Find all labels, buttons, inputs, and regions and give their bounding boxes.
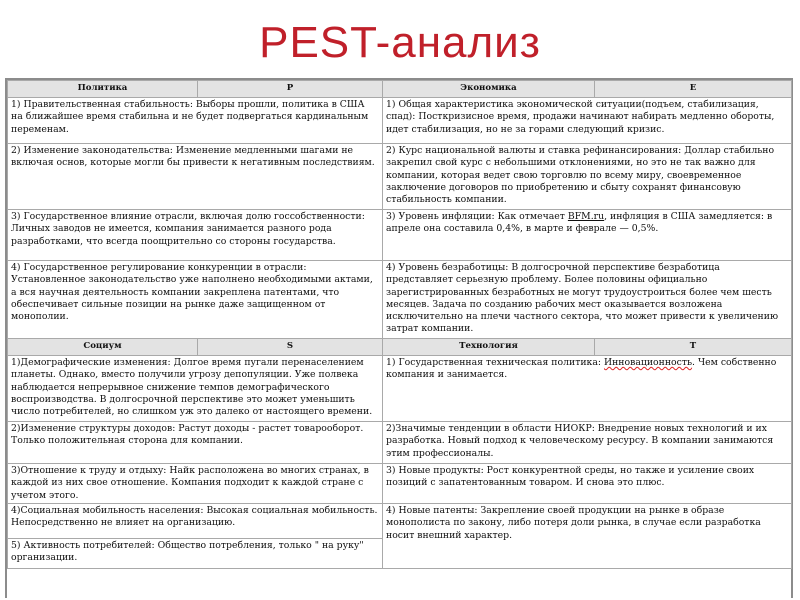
economy-cell-3 — [383, 210, 792, 261]
society-cell-3: 3)Отношение к труду и отдыху: Найк расположена во многих странах, в каждой из них свое отношение. Компания подходит к каждой стране с учетом этого. — [8, 464, 383, 504]
header-economy: Экономика — [383, 81, 595, 98]
table-row — [8, 504, 792, 539]
technology-cell-2: 2)Значимые тенденции в области НИОКР: Внедрение новых технологий и их разработка. Новый подход к человеческому ресурсу. В компании занимаются этим профессионалы. — [383, 422, 792, 464]
economy-cell-2: 2) Курс национальной валюты и ставка рефинансирования: Доллар стабильно закрепил свой курс с небольшими отклонениями, но это не так важно для компании, которая ведет свою торговлю по всему миру, своевременное заключение договоров по приобретению и сбыту сохранят финансовую стабильность компании. — [383, 144, 792, 210]
table-row — [8, 144, 792, 210]
table-row — [8, 210, 792, 261]
header-row-top — [8, 81, 792, 98]
table-row — [8, 464, 792, 504]
pest-table-sheet — [5, 78, 793, 598]
header-e: E — [595, 81, 792, 98]
economy-cell-1: 1) Общая характеристика экономической ситуации(подъем, стабилизация, спад): Посткризисное время, продажи начинают набирать медленно обороты, идет стабилизация, но не за горами следующий кризис. — [383, 98, 792, 144]
politics-cell-1: 1) Правительственная стабильность: Выборы прошли, политика в США на ближайшее время стабильна и не будет подвергаться кардинальным переменам. — [8, 98, 383, 144]
table-row — [8, 422, 792, 464]
society-cell-1: 1)Демографические изменения: Долгое время пугали перенаселением планеты. Однако, вместо получили угрозу депопуляции. Уже полвека наблюдается непрерывное снижение темпов демографического воспроизводства. В долгосрочной перспективе это может уменьшить число потребителей, но слишком уж это далеко от настоящего времени. — [8, 356, 383, 422]
politics-cell-2: 2) Изменение законодательства: Изменение медленными шагами не включая основ, которые могли бы привести к негативным последствиям. — [8, 144, 383, 210]
technology-cell-1-prefix: 1) Государственная техническая политика: — [386, 357, 604, 368]
pest-table — [7, 80, 792, 569]
slide-title: PEST-анализ — [259, 18, 541, 67]
technology-cell-4: 4) Новые патенты: Закрепление своей продукции на рынке в образе монополиста по закону, либо потеря доли рынка, в случае если разработка носит внешний характер. — [383, 504, 792, 569]
politics-cell-4: 4) Государственное регулирование конкуренции в отрасли: Установленное законодательство уже наполнено необходимыми актами, а вся научная деятельность компании закреплена патентами, что обеспечивает сильные позиции на рынке даже защищенном от монополии. — [8, 261, 383, 339]
header-p: P — [198, 81, 383, 98]
header-t: T — [595, 339, 792, 356]
technology-cell-1 — [383, 356, 792, 422]
economy-cell-3-prefix: 3) Уровень инфляции: Как отмечает — [386, 211, 568, 222]
header-technology: Технология — [383, 339, 595, 356]
society-cell-2: 2)Изменение структуры доходов: Растут доходы - растет товарооборот. Только положительная сторона для компании. — [8, 422, 383, 464]
economy-cell-3-suffix: , инфляция в США замедляется: в апреле она составила 0,4%, в марте и феврале — 0,5%. — [386, 211, 773, 235]
bfm-link[interactable]: BFM.ru — [567, 211, 605, 222]
header-politics: Политика — [8, 81, 198, 98]
society-cell-4: 4)Социальная мобильность населения: Высокая социальная мобильность. Непосредственно не влияет на организацию. — [8, 504, 383, 539]
society-cell-5: 5) Активность потребителей: Общество потребления, только " на руку" организации. — [8, 539, 383, 569]
table-row — [8, 261, 792, 339]
table-row — [8, 356, 792, 422]
technology-cell-3: 3) Новые продукты: Рост конкурентной среды, но также и усиление своих позиций с запатентованным товаром. И снова это плюс. — [383, 464, 792, 504]
economy-cell-4: 4) Уровень безработицы: В долгосрочной перспективе безработица представляет серьезную проблему. Более половины официально зарегистрированных безработных не могут трудоустроиться более чем шесть месяцев. Задача по созданию рабочих мест оказывается возложена исключительно на плечи частного сектора, что может привести к увеличению затрат компании. — [383, 261, 792, 339]
header-row-bottom — [8, 339, 792, 356]
header-society: Социум — [8, 339, 198, 356]
technology-cell-1-suffix: . Чем собственно компания и занимается. — [386, 357, 777, 381]
header-s: S — [198, 339, 383, 356]
innovation-term: Инновационность — [603, 357, 693, 368]
politics-cell-3: 3) Государственное влияние отрасли, включая долю госсобственности: Личных заводов не имеется, компания занимается разного рода разработками, что всегда поощрительно со стороны государства. — [8, 210, 383, 261]
table-row — [8, 98, 792, 144]
